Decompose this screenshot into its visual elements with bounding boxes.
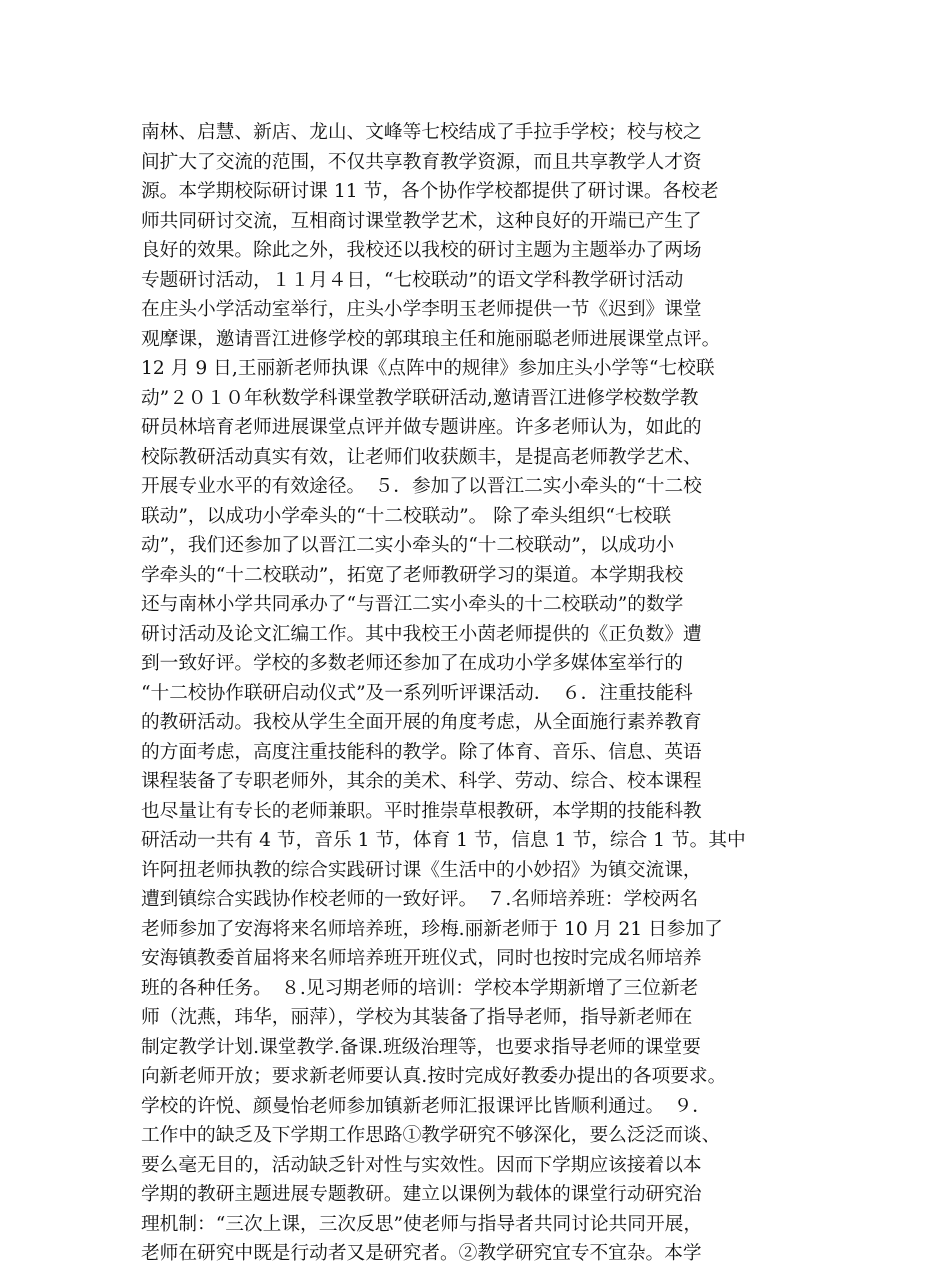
text-line: 在庄头小学活动室举行，庄头小学李明玉老师提供一节《迟到》课堂 — [141, 299, 702, 320]
text-line: 观摩课，邀请晋江进修学校的郭琪琅主任和施丽聪老师进展课堂点评。 — [141, 328, 721, 350]
text-line: 学校的许悦、颜曼怡老师参加镇新老师汇报课评比皆顺利通过。 ９． — [141, 1095, 711, 1117]
text-line: 老师在研究中既是行动者又是研究者。②教学研究宜专不宜杂。本学 — [141, 1243, 702, 1264]
text-line: 南林、启慧、新店、龙山、文峰等七校结成了手拉手学校；校与校之 — [141, 122, 702, 143]
text-line: 12 月 9 日,王丽新老师执课《点阵中的规律》参加庄头小学等“七校联 — [141, 358, 715, 379]
text-line: 制定教学计划.课堂教学.备课.班级治理等，也要求指导老师的课堂要 — [141, 1036, 701, 1058]
text-line: 联动”，以成功小学牵头的“十二校联动”。 除了牵头组织“七校联 — [141, 505, 672, 527]
text-line: 要么毫无目的，活动缺乏针对性与实效性。因而下学期应该接着以本 — [141, 1154, 702, 1176]
text-line: 研员林培育老师进展课堂点评并做专题讲座。许多老师认为，如此的 — [141, 417, 702, 438]
text-line: 班的各种任务。 ８.见习期老师的培训：学校本学期新增了三位新老 — [141, 977, 699, 999]
text-line: 课程装备了专职老师外，其余的美术、科学、劳动、综合、校本课程 — [141, 771, 702, 792]
text-line: 安海镇教委首届将来名师培养班开班仪式，同时也按时完成名师培养 — [141, 948, 702, 969]
text-line: 动”２０１０年秋数学科课堂教学联研活动,邀请晋江进修学校数学教 — [141, 387, 699, 409]
text-line: 的教研活动。我校从学生全面开展的角度考虑，从全面施行素养教育 — [141, 712, 702, 733]
text-line: 源。本学期校际研讨课 11 节，各个协作学校都提供了研讨课。各校老 — [141, 181, 719, 202]
text-line: 许阿扭老师执教的综合实践研讨课《生活中的小妙招》为镇交流课， — [141, 859, 702, 881]
text-line: 研活动一共有 4 节，音乐 1 节，体育 1 节，信息 1 节，综合 1 节。其中 — [141, 830, 746, 851]
text-line: 师共同研讨交流，互相商讨课堂教学艺术，这种良好的开端已产生了 — [141, 210, 702, 232]
text-line: 学期的教研主题进展专题教研。建立以课例为载体的课堂行动研究治 — [141, 1184, 702, 1205]
text-line: 也尽量让有专长的老师兼职。平时推崇草根教研，本学期的技能科教 — [141, 800, 702, 822]
text-line: 理机制：“三次上课，三次反思”使老师与指导者共同讨论共同开展， — [141, 1213, 703, 1235]
text-line: 开展专业水平的有效途径。 ５．参加了以晋江二实小牵头的“十二校 — [141, 476, 702, 497]
text-line: “十二校协作联研启动仪式”及一系列听评课活动． ６．注重技能科 — [141, 682, 693, 704]
body-text — [141, 118, 821, 1269]
text-line: 师（沈燕，玮华，丽萍），学校为其装备了指导老师，指导新老师在 — [141, 1007, 693, 1028]
text-line: 良好的效果。除此之外，我校还以我校的研讨主题为主题举办了两场 — [141, 240, 702, 261]
text-line: 还与南林小学共同承办了“与晋江二实小牵头的十二校联动”的数学 — [141, 594, 684, 615]
text-line: 研讨活动及论文汇编工作。其中我校王小茵老师提供的《正负数》遭 — [141, 623, 702, 645]
text-line: 到一致好评。学校的多数老师还参加了在成功小学多媒体室举行的 — [141, 653, 683, 674]
text-line: 间扩大了交流的范围，不仅共享教育教学资源，而且共享教学人才资 — [141, 151, 702, 173]
text-line: 动”，我们还参加了以晋江二实小牵头的“十二校联动”，以成功小 — [141, 535, 675, 556]
text-line: 遭到镇综合实践协作校老师的一致好评。 ７.名师培养班：学校两名 — [141, 889, 699, 910]
text-line: 老师参加了安海将来名师培养班，珍梅.丽新老师于 10 月 21 日参加了 — [141, 918, 723, 940]
text-line: 向新老师开放；要求新老师要认真.按时完成好教委办提出的各项要求。 — [141, 1066, 727, 1087]
text-line: 学牵头的“十二校联动”，拓宽了老师教研学习的渠道。本学期我校 — [141, 564, 684, 586]
text-line: 工作中的缺乏及下学期工作思路①教学研究不够深化，要么泛泛而谈、 — [141, 1125, 721, 1146]
text-line: 的方面考虑，高度注重技能科的教学。除了体育、音乐、信息、英语 — [141, 741, 702, 763]
text-line: 专题研讨活动，１１月４日，“七校联动”的语文学科教学研讨活动 — [141, 269, 684, 291]
text-line: 校际教研活动真实有效，让老师们收获颇丰，是提高老师教学艺术、 — [141, 446, 702, 468]
